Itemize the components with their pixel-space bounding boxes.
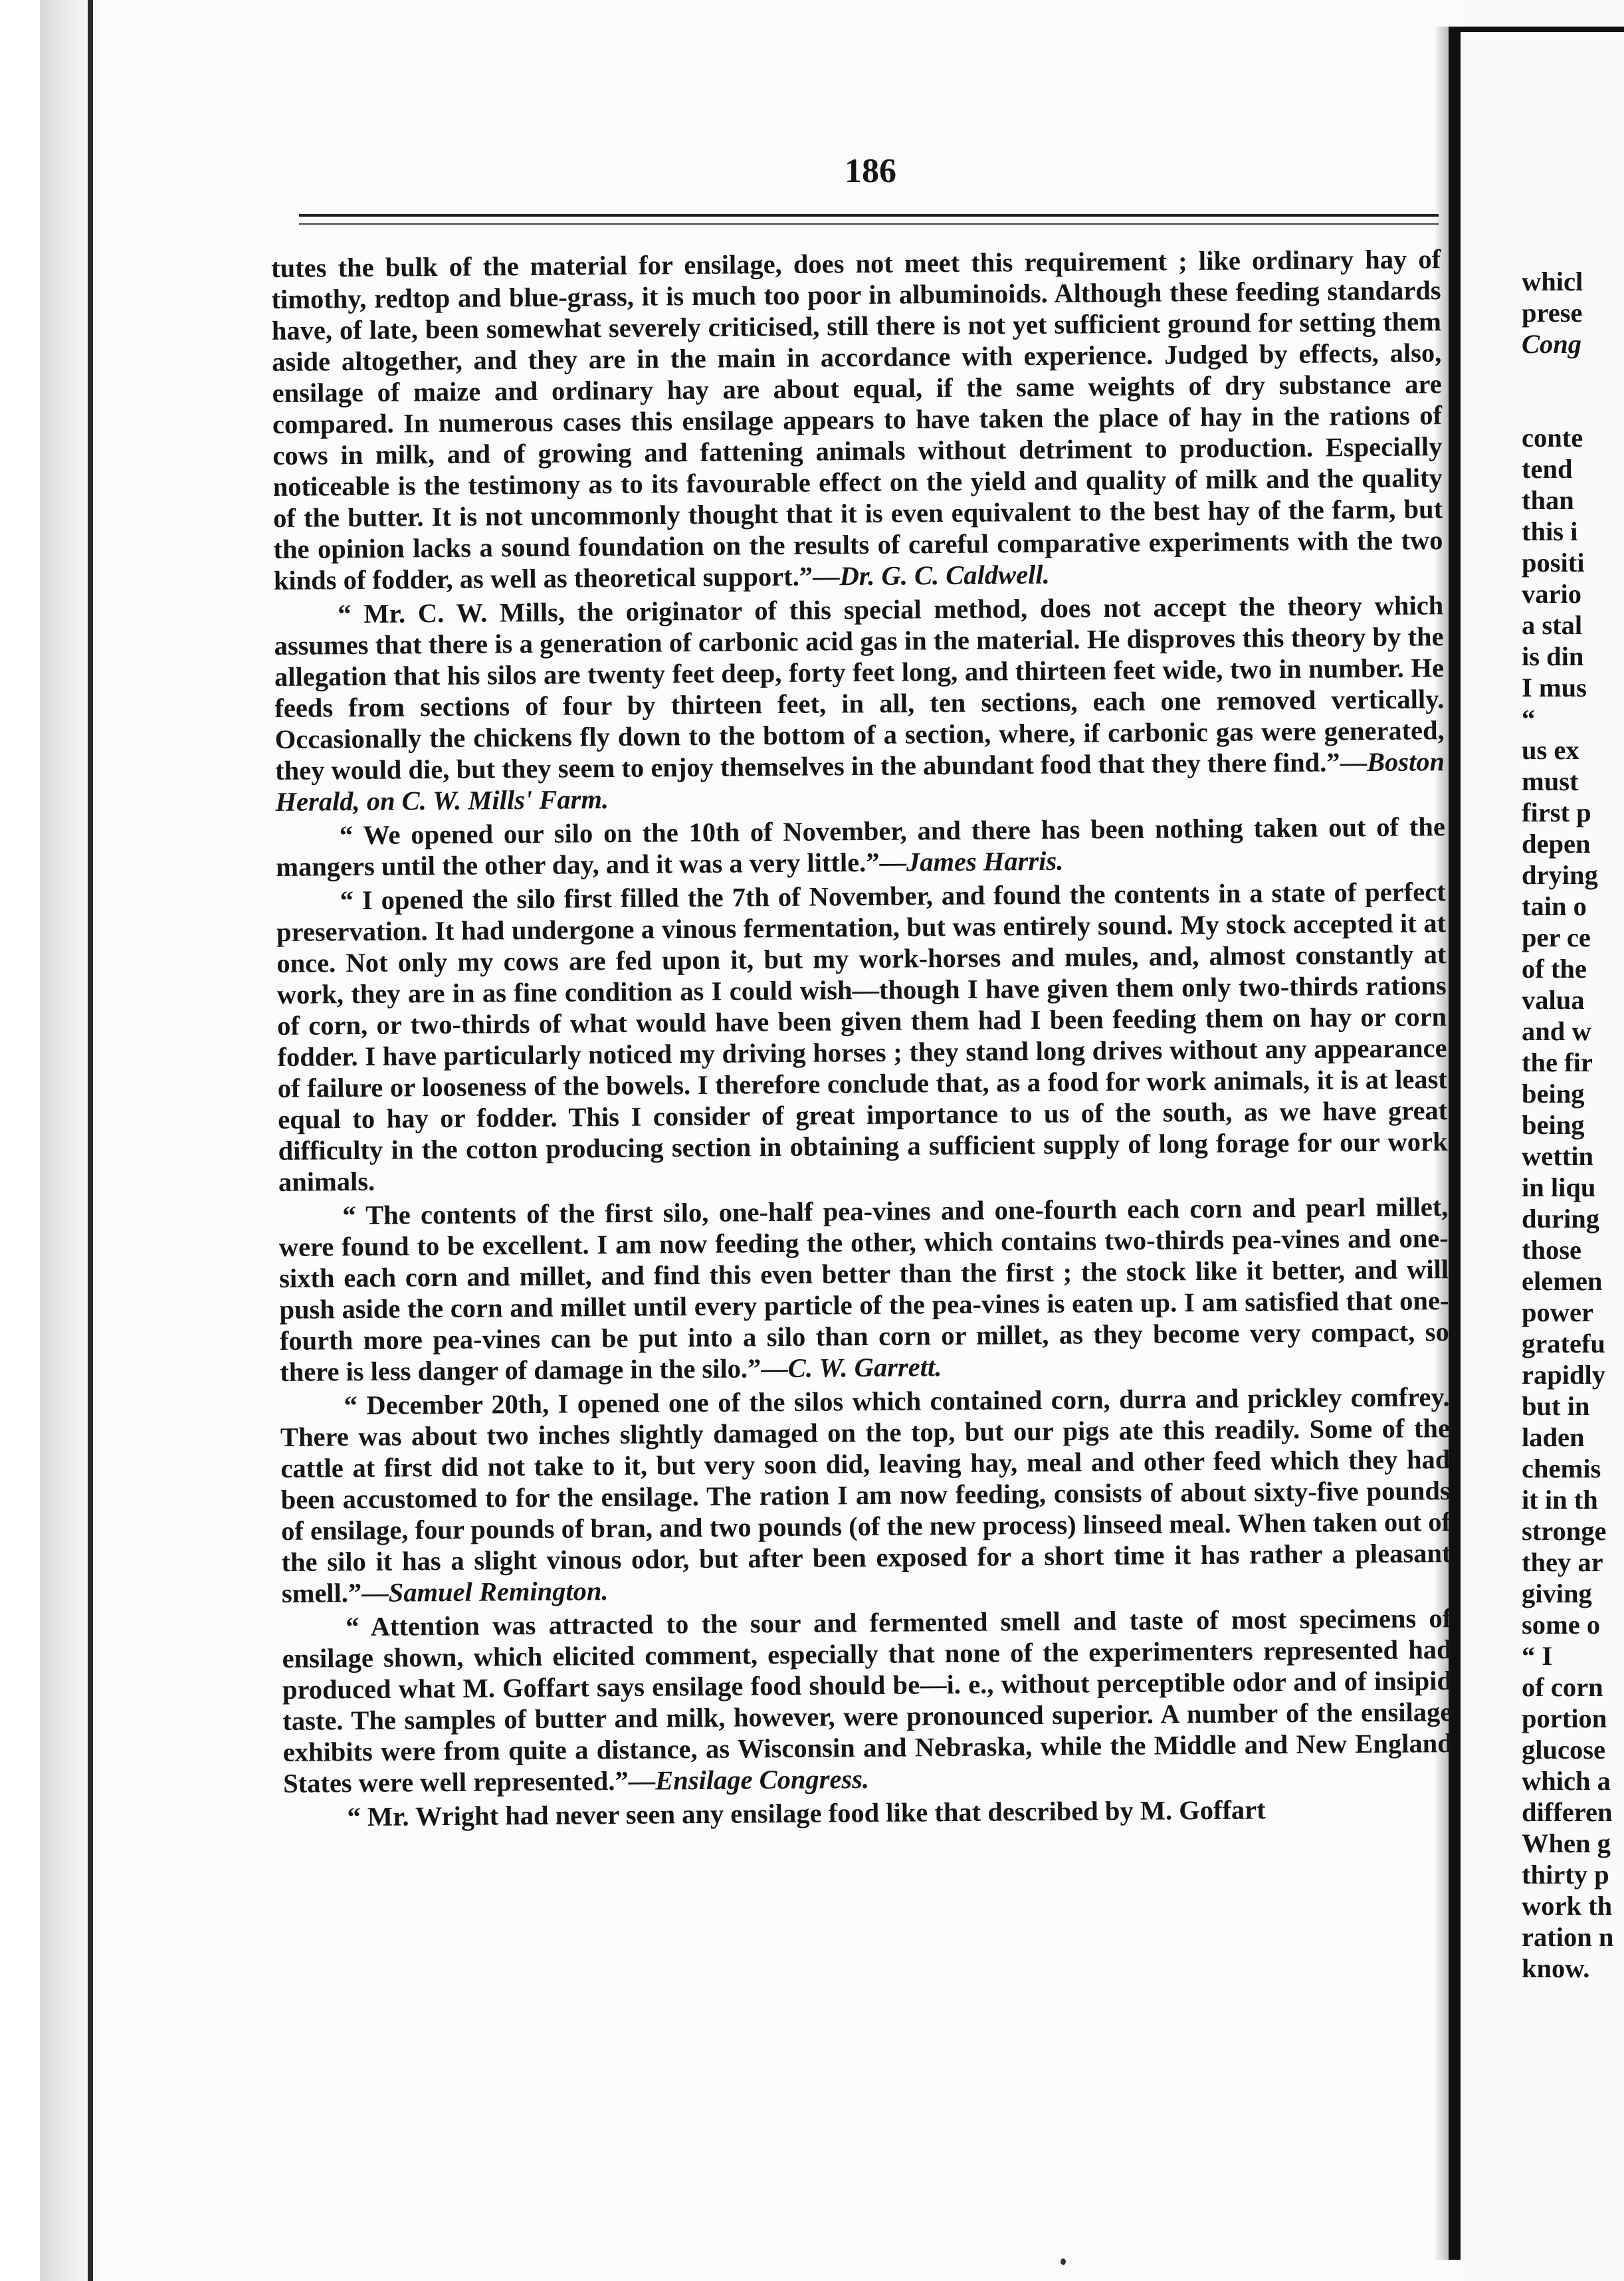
right-page-line: drying (1522, 860, 1598, 890)
header-rule-thin (299, 223, 1439, 225)
page-number: 186 (845, 152, 896, 190)
paragraph (276, 876, 1448, 1198)
right-page-line: is din (1522, 641, 1584, 671)
paragraph-text: “ December 20th, I opened one of the silos which contained corn, durra and prickley comfrey. There was about two inches slightly damaged on the top, but our pigs ate this readily. Some of the cattle at first did not take to it, but very soon did, leaving hay, meal and other feed which they had been accustomed to for the ensilage. The ration I am now feeding, consists of about sixty-five pounds of ensilage, four pounds of bran, and two pounds (of the new process) linseed meal. When taken out of the silo it has a slight vinous odor, but after been exposed for a short time it has rather a pleasant smell.”— (280, 1382, 1451, 1608)
paragraph-text: “ Mr. C. W. Mills, the originator of this special method, does not accept the theory which assumes that there is a generation of carbonic acid gas in the material. He disproves this theory by the allegation that his silos are twenty feet deep, forty feet long, and thirteen feet wide, two in number. He feeds from sections of four by thirteen feet, in all, ten sections, each one removed vertically. Occasionally the chickens fly down to the bottom of a section, where, if carbonic gas were generated, they would die, but they seem to enjoy themselves in the abundant food that they there find.”— (274, 590, 1445, 786)
attribution: C. W. Garrett. (787, 1352, 942, 1383)
right-page-line: but in (1522, 1391, 1590, 1421)
right-page-line: it in th (1522, 1485, 1598, 1515)
right-page-line: vario (1522, 579, 1581, 609)
right-page-line: thirty p (1522, 1860, 1609, 1890)
paragraph (283, 1792, 1453, 1833)
right-page-line: ration n (1522, 1922, 1614, 1952)
right-page-line: must (1522, 766, 1579, 796)
right-page-line: gratefu (1522, 1329, 1605, 1358)
right-page-line: I mus (1522, 673, 1587, 703)
paragraph (271, 243, 1443, 596)
right-page-line: during (1522, 1204, 1600, 1234)
right-page-line: being (1522, 1079, 1585, 1109)
paragraph-text: tutes the bulk of the material for ensilage, does not meet this requirement ; like ordinary hay of timothy, redtop and blue-grass, it is much too poor in albuminoids. Although these feeding standards have, of late, been somewhat severely criticised, still there is not yet sufficient ground for setting them aside altogether, and they are in the main in accordance with experience. Judged by effects, also, ensilage of maize and ordinary hay are about equal, if the same weights of dry substance are compared. In numerous cases this ensilage appears to have taken the place of hay in the rations of cows in milk, and of growing and fattening animals without detriment to production. Especially noticeable is the testimony as to its favourable effect on the yield and quality of milk and the quality of the butter. It is not uncommonly thought that it is even equivalent to the best hay of the farm, but the opinion lacks a sound foundation on the results of careful comparative experiments with the two kinds of fodder, as well as theoretical support.”— (271, 244, 1443, 596)
right-page-line: portion (1522, 1703, 1607, 1733)
right-page-line: laden (1522, 1422, 1585, 1452)
paragraph-text: “ The contents of the first silo, one-half pea-vines and one-fourth each corn and pearl millet, were found to be excellent. I am now feeding the other, which contains two-thirds pea-vines and one-sixth each corn and millet, and find this even better than the first ; the stock like it better, and will push aside the corn and millet until every particle of the pea-vines is eaten up. I am satisfied that one-fourth more pea-vines can be put into a silo than corn or millet, as they become very compact, so there is less danger of damage in the silo.”— (278, 1192, 1449, 1387)
right-page-line: per ce (1522, 923, 1591, 952)
right-page-line: elemen (1522, 1266, 1603, 1296)
paragraph (274, 590, 1445, 817)
paragraph (282, 1602, 1453, 1799)
right-page-line: positi (1522, 548, 1585, 578)
right-page-line: those (1522, 1235, 1581, 1265)
right-page-line: us ex (1522, 735, 1579, 765)
right-page-line: glucose (1522, 1735, 1605, 1765)
right-page-line: some o (1522, 1610, 1601, 1640)
right-page-line: “ (1522, 704, 1536, 734)
paragraph-text: “ Attention was attracted to the sour and fermented smell and taste of most specimens of ensilage shown, which elicited comment, especially that none of the experimenters represented had produced what M. Goffart says ensilage food should be—i. e., without perceptible odor and of insipid taste. The samples of butter and milk, however, were pronounced superior. A number of the ensilage exhibits were from quite a distance, as Wisconsin and Nebraska, while the Middle and New England States were well represented.”— (282, 1603, 1453, 1798)
right-page-line: valua (1522, 985, 1585, 1015)
right-page-line: this i (1522, 516, 1578, 546)
right-page-text-fragments (1522, 266, 1621, 1984)
right-page-line: of the (1522, 954, 1587, 984)
right-page-top-edge (1455, 27, 1624, 32)
right-page-line: which a (1522, 1766, 1611, 1796)
right-page-line: depen (1522, 829, 1591, 859)
right-page-line: chemis (1522, 1454, 1601, 1483)
attribution: Dr. G. C. Caldwell. (839, 559, 1050, 592)
paragraph (276, 811, 1446, 883)
paragraph (278, 1191, 1449, 1388)
right-page-line: the fir (1522, 1047, 1593, 1077)
right-page-line: first p (1522, 798, 1591, 827)
right-page-gap (1522, 360, 1621, 422)
attribution: James Harris. (906, 845, 1064, 877)
right-page-line: stronge (1522, 1516, 1607, 1546)
right-page-line: Cong (1522, 329, 1582, 359)
right-page-line: than (1522, 485, 1574, 515)
right-page-line: power (1522, 1297, 1593, 1327)
paragraph-text: “ Mr. Wright had never seen any ensilage food like that described by M. Goffart (347, 1794, 1266, 1832)
right-page-line: they ar (1522, 1547, 1603, 1577)
right-page-line: tain o (1522, 891, 1587, 921)
scan-speck (1061, 2258, 1066, 2265)
right-page-line: “ I (1522, 1641, 1553, 1671)
paragraph (280, 1381, 1451, 1609)
attribution: Samuel Remington. (388, 1576, 609, 1608)
right-page-line: of corn (1522, 1672, 1603, 1702)
right-page-line: conte (1522, 423, 1583, 453)
book-gutter (1449, 27, 1461, 2260)
main-text-column (271, 243, 1453, 1836)
right-page-line: being (1522, 1110, 1585, 1140)
right-page-line: work th (1522, 1891, 1613, 1921)
right-page-line: When g (1522, 1828, 1611, 1858)
right-page-line: rapidly (1522, 1360, 1606, 1390)
attribution: Ensilage Congress. (655, 1764, 870, 1796)
right-page-line: wettin (1522, 1141, 1593, 1171)
right-page-line: tend (1522, 454, 1573, 484)
right-page-line: giving (1522, 1578, 1592, 1608)
right-page-line: whicl (1522, 267, 1583, 296)
paragraph-text: “ We opened our silo on the 10th of November, and there has been nothing taken out of the mangers until the other day, and it was a very little.”— (276, 812, 1446, 882)
header-rule-thick (299, 214, 1439, 217)
right-page-line: differen (1522, 1797, 1613, 1827)
right-page-line: a stal (1522, 610, 1583, 640)
left-page-edge (88, 0, 93, 2281)
attribution: Boston Herald, on C. W. Mills' Farm. (275, 746, 1445, 817)
right-page-line: in liqu (1522, 1172, 1596, 1202)
right-page-line: and w (1522, 1016, 1591, 1046)
right-page-line: know. (1522, 1953, 1590, 1983)
paragraph-text: “ I opened the silo first filled the 7th of November, and found the contents in a state of perfect preservation. It had undergone a vinous fermentation, but was entirely sound. My stock accepted it at once. Not only my cows are fed upon it, but my work-horses and mules, and, almost constantly at work, they are in as fine condition as I could wish—though I have given them only two-thirds rations of corn, or two-thirds of what would have been given them had I been feeding them on hay or corn fodder. I have particularly noticed my driving horses ; they stand long drives without any appearance of failure or looseness of the bowels. I therefore conclude that, as a food for work animals, it is at least equal to hay or fodder. This I consider of great importance to us of the south, as we have great difficulty in the cotton producing section in obtaining a sufficient supply of long forage for our work animals. (276, 877, 1448, 1197)
right-page-line: prese (1522, 298, 1583, 328)
